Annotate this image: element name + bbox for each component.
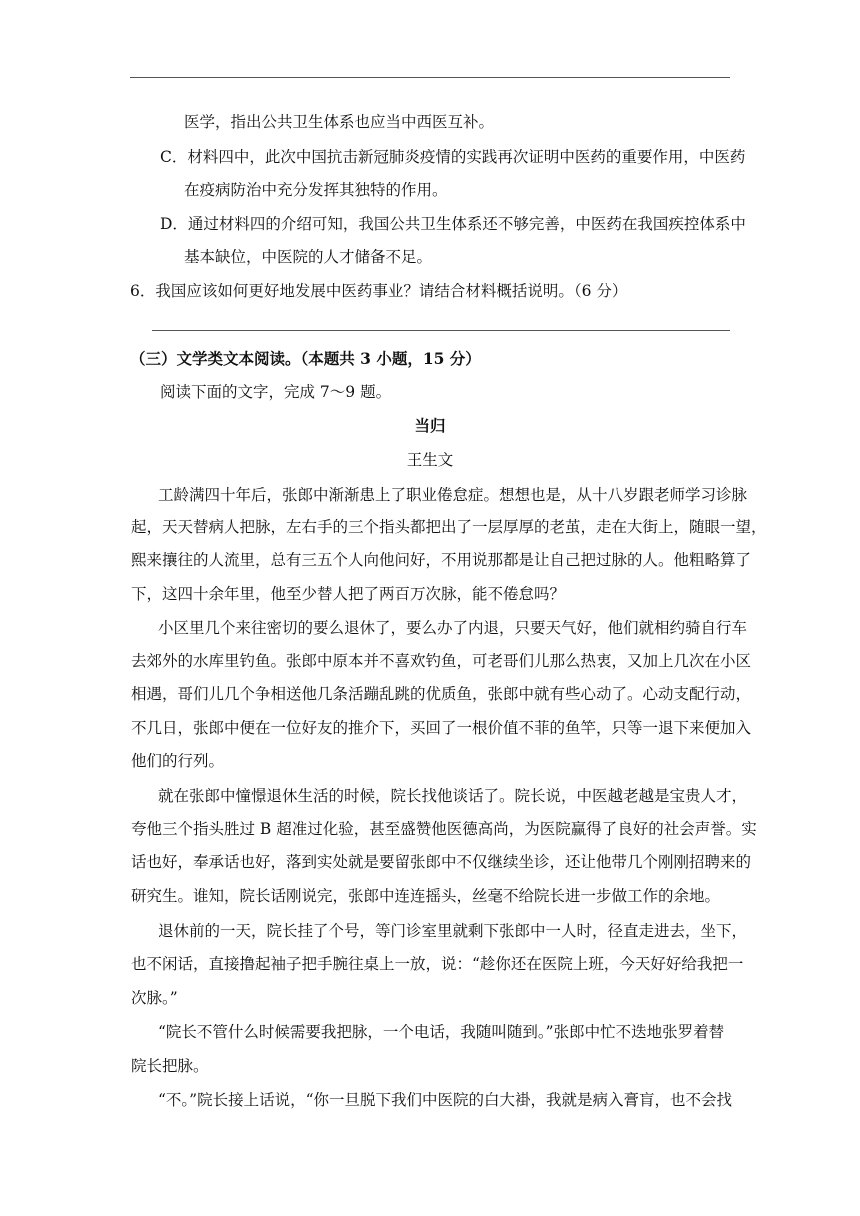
choice-d-line-1: D．通过材料四的介绍可知，我国公共卫生体系还不够完善，中医药在我国疾控体系中 <box>160 215 746 233</box>
choice-b-continuation: 医学，指出公共卫生体系也应当中西医互补。 <box>184 113 495 131</box>
paragraph-line: 起，天天替病人把脉，左右手的三个指头都把出了一层厚厚的老茧，走在大街上，随眼一望， <box>131 518 767 536</box>
story-title: 当归 <box>414 416 446 435</box>
paragraph-line: 去郊外的水库里钓鱼。张郎中原本并不喜欢钓鱼，可老哥们儿那么热衷，又加上几次在小区 <box>131 652 752 670</box>
paragraph-line: 相遇，哥们儿几个争相送他几条活蹦乱跳的优质鱼，张郎中就有些心动了。心动支配行动， <box>131 685 752 703</box>
paragraph-line: 不几日，张郎中便在一位好友的推介下，买回了一根价值不菲的鱼竿，只等一退下来便加入 <box>131 719 752 737</box>
paragraph-line: 下，这四十余年里，他至少替人把了两百万次脉，能不倦怠吗？ <box>131 585 566 603</box>
paragraph-line: 也不闲话，直接撸起袖子把手腕往桌上一放，说：“趁你还在医院上班，今天好好给我把一 <box>131 955 744 973</box>
section-3-heading: （三）文学类文本阅读。（本题共 3 小题，15 分） <box>130 349 481 368</box>
story-author: 王生文 <box>406 451 454 469</box>
paragraph-line: 就在张郎中憧憬退休生活的时候，院长找他谈话了。院长说，中医越老越是宝贵人才， <box>158 787 748 805</box>
choice-d-line-2: 基本缺位，中医院的人才储备不足。 <box>184 248 433 266</box>
paragraph-line: 工龄满四十年后，张郎中渐渐患上了职业倦怠症。想想也是，从十八岁跟老师学习诊脉 <box>158 486 748 504</box>
paragraph-line: 小区里几个来往密切的要么退休了，要么办了内退，只要天气好，他们就相约骑自行车 <box>158 619 748 637</box>
paragraph-line: “不。”院长接上话说，“你一旦脱下我们中医院的白大褂，我就是病入膏肓，也不会找 <box>158 1091 733 1109</box>
paragraph-line: 退休前的一天，院长挂了个号，等门诊室里就剩下张郎中一人时，径直走进去，坐下， <box>158 922 748 940</box>
paragraph-line: 次脉。” <box>131 989 178 1007</box>
answer-line <box>152 330 730 331</box>
paragraph-line: “院长不管什么时候需要我把脉，一个电话，我随叫随到。”张郎中忙不迭地张罗着替 <box>158 1023 725 1041</box>
paragraph-line: 熙来攘往的人流里，总有三五个人向他问好，不用说那都是让自己把过脉的人。他粗略算了 <box>131 551 752 569</box>
paragraph-line: 院长把脉。 <box>131 1057 209 1075</box>
paragraph-line: 夸他三个指头胜过 B 超准过化验，甚至盛赞他医德高尚，为医院赢得了良好的社会声誉。实 <box>131 820 757 838</box>
section-3-instruction: 阅读下面的文字，完成 7～9 题。 <box>160 383 392 401</box>
paragraph-line: 他们的行列。 <box>131 752 225 770</box>
paragraph-line: 话也好，奉承话也好，落到实处就是要留张郎中不仅继续坐诊，还让他带几个刚刚招聘来的 <box>131 853 752 871</box>
page-top-rule <box>130 77 730 78</box>
choice-c-line-2: 在疫病防治中充分发挥其独特的作用。 <box>184 181 448 199</box>
paragraph-line: 研究生。谁知，院长话刚说完，张郎中连连摇头，丝毫不给院长进一步做工作的余地。 <box>131 887 721 905</box>
question-6: 6．我国应该如何更好地发展中医药事业？请结合材料概括说明。（6 分） <box>130 282 628 300</box>
choice-c-line-1: C．材料四中，此次中国抗击新冠肺炎疫情的实践再次证明中医药的重要作用，中医药 <box>160 148 746 166</box>
